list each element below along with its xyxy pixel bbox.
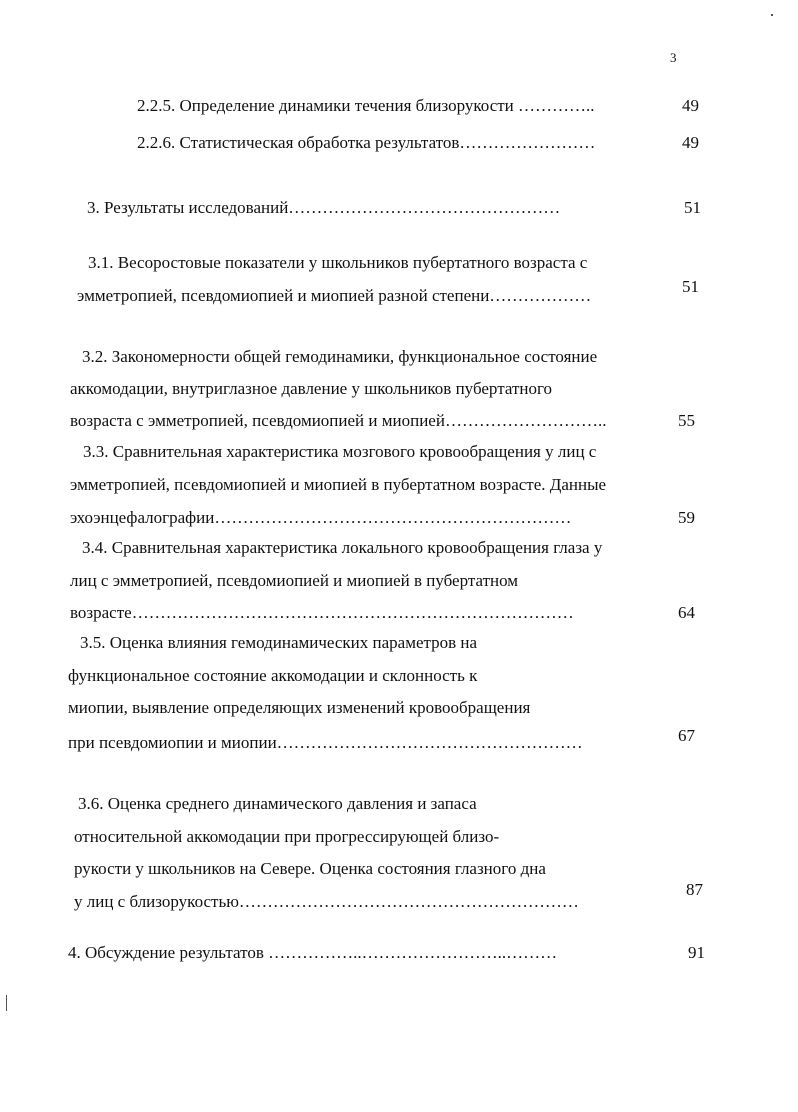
toc-entry-page: 49	[682, 133, 699, 152]
toc-entry-page: 51	[684, 198, 701, 217]
toc-entry-page: 59	[678, 508, 695, 527]
toc-entry-line: лиц с эмметропией, псевдомиопией и миопией в пубертатном	[70, 571, 519, 590]
toc-entry-line: 3.1. Весоростовые показатели у школьников пубертатного возраста с	[88, 253, 588, 272]
toc-entry-line: возраста с эмметропией, псевдомиопией и миопией………………………..	[70, 411, 607, 430]
toc-entry-page: 51	[682, 277, 699, 296]
toc-entry-line: 3.6. Оценка среднего динамического давления и запаса	[78, 794, 477, 813]
toc-entry-title: 2.2.5. Определение динамики течения близорукости …………..	[137, 96, 595, 115]
toc-entry-title: 2.2.6. Статистическая обработка результатов……………………	[137, 133, 596, 152]
toc-entry-page: 67	[678, 726, 695, 745]
toc-entry-line: эхоэнцефалографии………………………………………………………	[70, 508, 572, 527]
scan-mark-top	[771, 14, 773, 16]
toc-entry-line: возрасте……………………………………………………………………	[70, 603, 574, 622]
toc-entry-page: 49	[682, 96, 699, 115]
toc-entry-line: при псевдомиопии и миопии………………………………………………	[68, 733, 583, 752]
toc-entry-line: 3.5. Оценка влияния гемодинамических параметров на	[80, 633, 478, 652]
toc-entry-page: 87	[686, 880, 703, 899]
toc-entry-line: эмметропией, псевдомиопией и миопией разной степени………………	[77, 286, 592, 305]
toc-entry-line: 3.4. Сравнительная характеристика локального кровообращения глаза у	[82, 538, 603, 557]
toc-entry-line: функциональное состояние аккомодации и склонность к	[68, 666, 478, 685]
toc-entry-page: 55	[678, 411, 695, 430]
toc-entry-page: 64	[678, 603, 695, 622]
page-number: 3	[670, 50, 677, 65]
toc-entry-line: миопии, выявление определяющих изменений кровообращения	[68, 698, 531, 717]
toc-entry-title: 3. Результаты исследований…………………………………………	[87, 198, 561, 217]
toc-entry-line: относительной аккомодации при прогрессирующей близо-	[74, 827, 500, 846]
toc-entry-line: 3.3. Сравнительная характеристика мозгового кровообращения у лиц с	[83, 442, 597, 461]
toc-entry-line: рукости у школьников на Севере. Оценка состояния глазного дна	[74, 859, 546, 878]
scan-mark-left	[6, 995, 7, 1011]
toc-entry-title: 4. Обсуждение результатов ……………..……………………..………	[68, 943, 558, 962]
toc-entry-line: эмметропией, псевдомиопией и миопией в пубертатном возрасте. Данные	[70, 475, 607, 494]
toc-entry-line: у лиц с близорукостью……………………………………………………	[74, 892, 579, 911]
toc-entry-line: 3.2. Закономерности общей гемодинамики, функциональное состояние	[82, 347, 598, 366]
toc-entry-page: 91	[688, 943, 705, 962]
toc-entry-line: аккомодации, внутриглазное давление у школьников пубертатного	[70, 379, 553, 398]
